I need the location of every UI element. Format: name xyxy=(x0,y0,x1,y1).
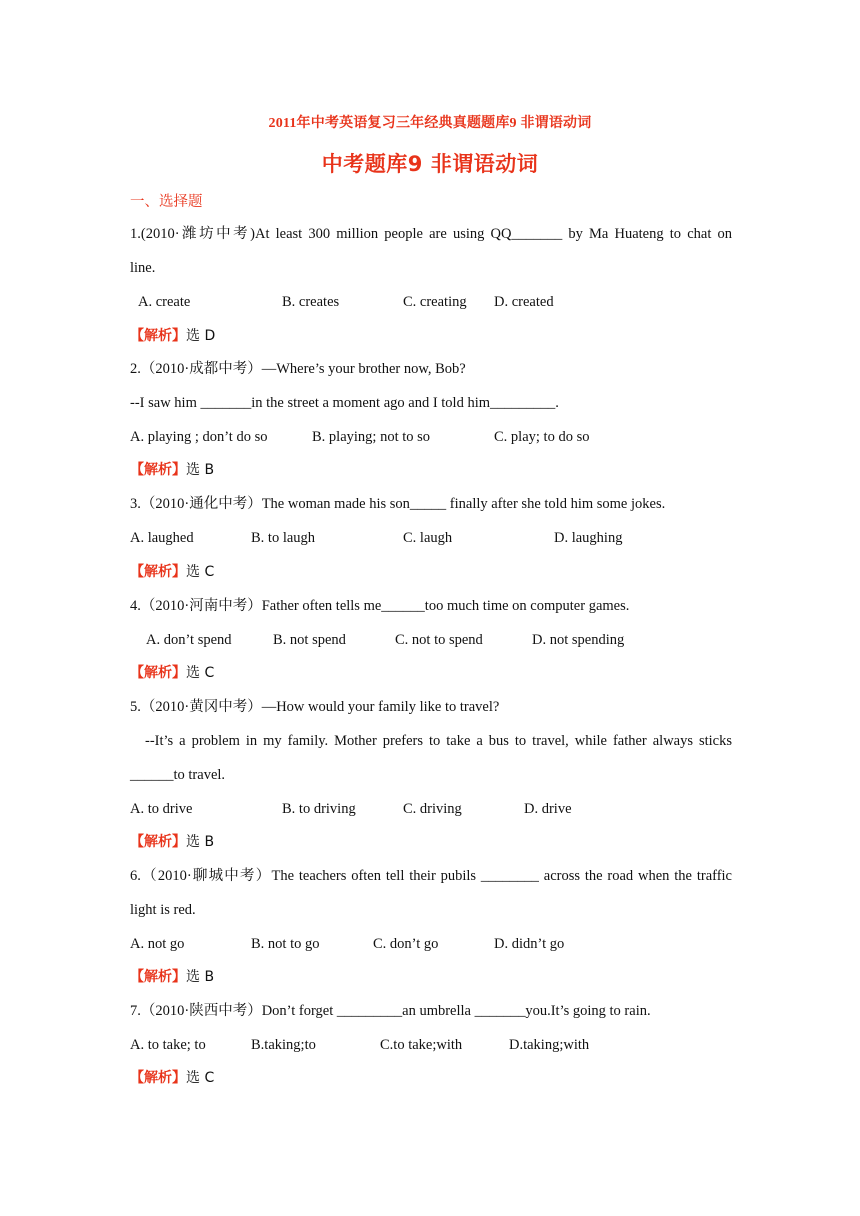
question-1-line-1: 1.(2010·潍坊中考)At least 300 million people are using QQ_______ by Ma Huateng to chat on xyxy=(130,226,732,242)
question-6-line-1: 6.（2010·聊城中考）The teachers often tell their pubils ________ across the road when the traffic xyxy=(130,868,732,884)
answer-value: 选 B xyxy=(186,969,215,985)
section-heading: 一、选择题 xyxy=(130,194,203,210)
question-5-line-3: ______to travel. xyxy=(130,767,226,783)
question-3-option-b: B. to laugh xyxy=(251,530,316,546)
question-5-options xyxy=(130,799,732,819)
question-3-option-d: D. laughing xyxy=(554,530,623,546)
question-6-option-b: B. not to go xyxy=(251,936,320,952)
answer-tag: 【解析】 xyxy=(130,665,186,681)
document-main-title: 中考题库9 非谓语动词 xyxy=(321,152,539,176)
question-1-answer xyxy=(130,326,215,346)
answer-tag: 【解析】 xyxy=(130,1070,186,1086)
question-6-option-a: A. not go xyxy=(130,936,185,952)
question-7-option-b: B.taking;to xyxy=(251,1037,316,1053)
question-7-answer xyxy=(130,1068,214,1088)
answer-value: 选 D xyxy=(186,328,216,344)
question-3-options xyxy=(130,528,732,548)
question-3-answer xyxy=(130,562,214,582)
question-7-line-1: 7.（2010·陕西中考）Don’t forget _________an umbrella _______you.It’s going to rain. xyxy=(130,1003,651,1019)
question-2-line-2: --I saw him _______in the street a moment ago and I told him_________. xyxy=(130,395,559,411)
question-3-option-c: C. laugh xyxy=(403,530,453,546)
question-1-option-a: A. create xyxy=(138,294,191,310)
question-3-option-a: A. laughed xyxy=(130,530,194,546)
question-4-options xyxy=(130,630,732,650)
question-7-options xyxy=(130,1035,732,1055)
question-7-option-d: D.taking;with xyxy=(509,1037,590,1053)
answer-value: 选 C xyxy=(186,1070,215,1086)
question-3-line-1: 3.（2010·通化中考）The woman made his son_____ finally after she told him some jokes. xyxy=(130,496,666,512)
question-2-answer xyxy=(130,460,214,480)
answer-value: 选 C xyxy=(186,564,215,580)
question-6-line-2: light is red. xyxy=(130,902,196,918)
question-7-option-a: A. to take; to xyxy=(130,1037,206,1053)
answer-value: 选 B xyxy=(186,462,215,478)
question-6-options xyxy=(130,934,732,954)
question-4-line-1: 4.（2010·河南中考）Father often tells me______too much time on computer games. xyxy=(130,598,630,614)
question-6-answer xyxy=(130,967,214,987)
question-4-option-d: D. not spending xyxy=(532,632,625,648)
question-5-line-1: 5.（2010·黄冈中考）—How would your family like to travel? xyxy=(130,699,500,715)
question-5-option-a: A. to drive xyxy=(130,801,193,817)
question-2-option-b: B. playing; not to so xyxy=(312,429,431,445)
answer-value: 选 C xyxy=(186,665,215,681)
question-5-option-d: D. drive xyxy=(524,801,572,817)
answer-value: 选 B xyxy=(186,834,215,850)
question-4-answer xyxy=(130,663,214,683)
question-1-option-d: D. created xyxy=(494,294,554,310)
question-2-options xyxy=(130,427,732,447)
question-2-line-1: 2.（2010·成都中考）—Where’s your brother now, Bob? xyxy=(130,361,466,377)
answer-tag: 【解析】 xyxy=(130,969,186,985)
question-2-option-a: A. playing ; don’t do so xyxy=(130,429,268,445)
question-1-line-2: line. xyxy=(130,260,156,276)
question-4-option-b: B. not spend xyxy=(273,632,346,648)
answer-tag: 【解析】 xyxy=(130,564,186,580)
question-6-option-d: D. didn’t go xyxy=(494,936,565,952)
question-1-options xyxy=(130,292,732,312)
answer-tag: 【解析】 xyxy=(130,328,186,344)
question-2-option-c: C. play; to do so xyxy=(494,429,590,445)
question-4-option-c: C. not to spend xyxy=(395,632,483,648)
question-4-option-a: A. don’t spend xyxy=(146,632,232,648)
document-top-title: 2011年中考英语复习三年经典真题题库9 非谓语动词 xyxy=(268,116,592,131)
question-1-option-b: B. creates xyxy=(282,294,340,310)
question-6-option-c: C. don’t go xyxy=(373,936,439,952)
question-5-option-b: B. to driving xyxy=(282,801,356,817)
answer-tag: 【解析】 xyxy=(130,462,186,478)
question-5-answer xyxy=(130,832,214,852)
question-1-option-c: C. creating xyxy=(403,294,467,310)
answer-tag: 【解析】 xyxy=(130,834,186,850)
question-7-option-c: C.to take;with xyxy=(380,1037,463,1053)
question-5-option-c: C. driving xyxy=(403,801,462,817)
question-5-line-2: --It’s a problem in my family. Mother prefers to take a bus to travel, while father always sticks xyxy=(145,733,732,749)
